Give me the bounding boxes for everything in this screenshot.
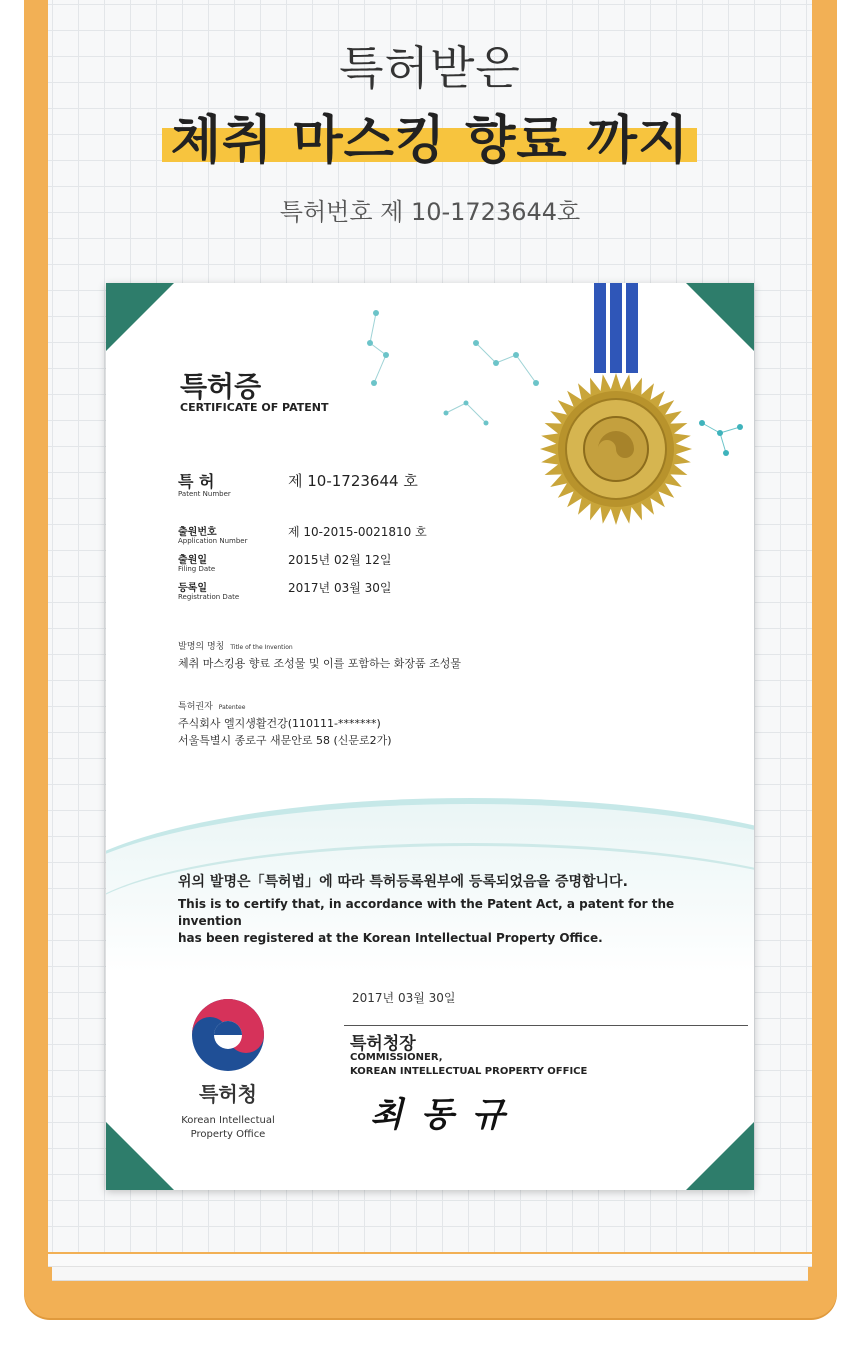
ribbon-stripe [610, 283, 622, 373]
invention-title: 체취 마스킹용 향료 조성물 및 이를 포함하는 화장품 조성물 [178, 657, 461, 670]
application-number-label-en: Application Number [178, 537, 248, 545]
commissioner-title-en-line-1: COMMISSIONER, [350, 1052, 443, 1063]
patentee-label-ko: 특허권자 [178, 702, 213, 712]
corner-ornament [686, 283, 754, 351]
commissioner-title-en [350, 1051, 587, 1079]
constellation-decoration [346, 303, 556, 453]
kipo-taegeuk-logo-icon [188, 995, 268, 1075]
ribbon-stripe [594, 283, 606, 373]
issue-date: 2017년 03월 30일 [352, 991, 456, 1005]
paper-stack-edge [48, 1254, 812, 1267]
certification-statement-en-line-1: This is to certify that, in accordance with the Patent Act, a patent for the invention [178, 897, 675, 928]
application-number-label: 출원번호 [178, 527, 217, 538]
patent-number-caption: 특허번호 제 10-1723644호 [279, 198, 581, 226]
kipo-name-en [162, 1114, 294, 1142]
commissioner-signature: 최동규 [370, 1095, 523, 1135]
patentee-address: 서울특별시 종로구 새문안로 58 (신문로2가) [178, 734, 392, 747]
certification-statement-ko: 위의 발명은「특허법」에 따라 특허등록원부에 등록되었음을 증명합니다. [178, 874, 628, 890]
registration-date-label-en: Registration Date [178, 593, 240, 601]
commissioner-title-en-line-2: KOREAN INTELLECTUAL PROPERTY OFFICE [350, 1066, 588, 1077]
corner-ornament [106, 283, 174, 351]
kipo-name-ko: 특허청 [199, 1082, 257, 1106]
patent-number-label: 특 허 [178, 472, 215, 491]
certificate-title: 특허증 [180, 370, 262, 403]
patentee-name: 주식회사 엘지생활건강(110111-*******) [178, 717, 381, 730]
application-number-value: 제 10-2015-0021810 호 [288, 525, 427, 539]
filing-date-label: 출원일 [178, 555, 207, 566]
corner-ornament [686, 1122, 754, 1190]
certification-statement-en [178, 896, 738, 947]
headline-line-2: 체취 마스킹 향료 까지 [170, 111, 690, 171]
constellation-decoration [696, 413, 746, 463]
patentee-label [178, 699, 245, 712]
kipo-name-en-line-2: Property Office [190, 1129, 266, 1140]
invention-title-label-ko: 발명의 명칭 [178, 642, 225, 652]
patent-number-value: 제 10-1723644 호 [288, 472, 418, 490]
registration-date-value: 2017년 03월 30일 [288, 581, 392, 595]
patent-number-label-en: Patent Number [178, 490, 231, 498]
certification-statement-en-line-2: has been registered at the Korean Intellectual Property Office. [178, 931, 603, 945]
signature-rule [344, 1025, 748, 1026]
invention-title-label-en: Title of the Invention [230, 644, 293, 651]
certificate-title-en: CERTIFICATE OF PATENT [180, 401, 329, 414]
headline-line-1: 특허받은 [339, 41, 521, 95]
invention-title-label [178, 639, 293, 652]
filing-date-label-en: Filing Date [178, 565, 216, 573]
commissioner-title-ko: 특허청장 [350, 1034, 416, 1054]
filing-date-value: 2015년 02월 12일 [288, 553, 392, 567]
registration-date-label: 등록일 [178, 583, 207, 594]
patentee-label-en: Patentee [218, 704, 246, 711]
kipo-name-en-line-1: Korean Intellectual [181, 1115, 275, 1126]
ribbon-stripe [626, 283, 638, 373]
gold-seal-icon [538, 371, 694, 527]
patent-certificate [106, 283, 754, 1190]
